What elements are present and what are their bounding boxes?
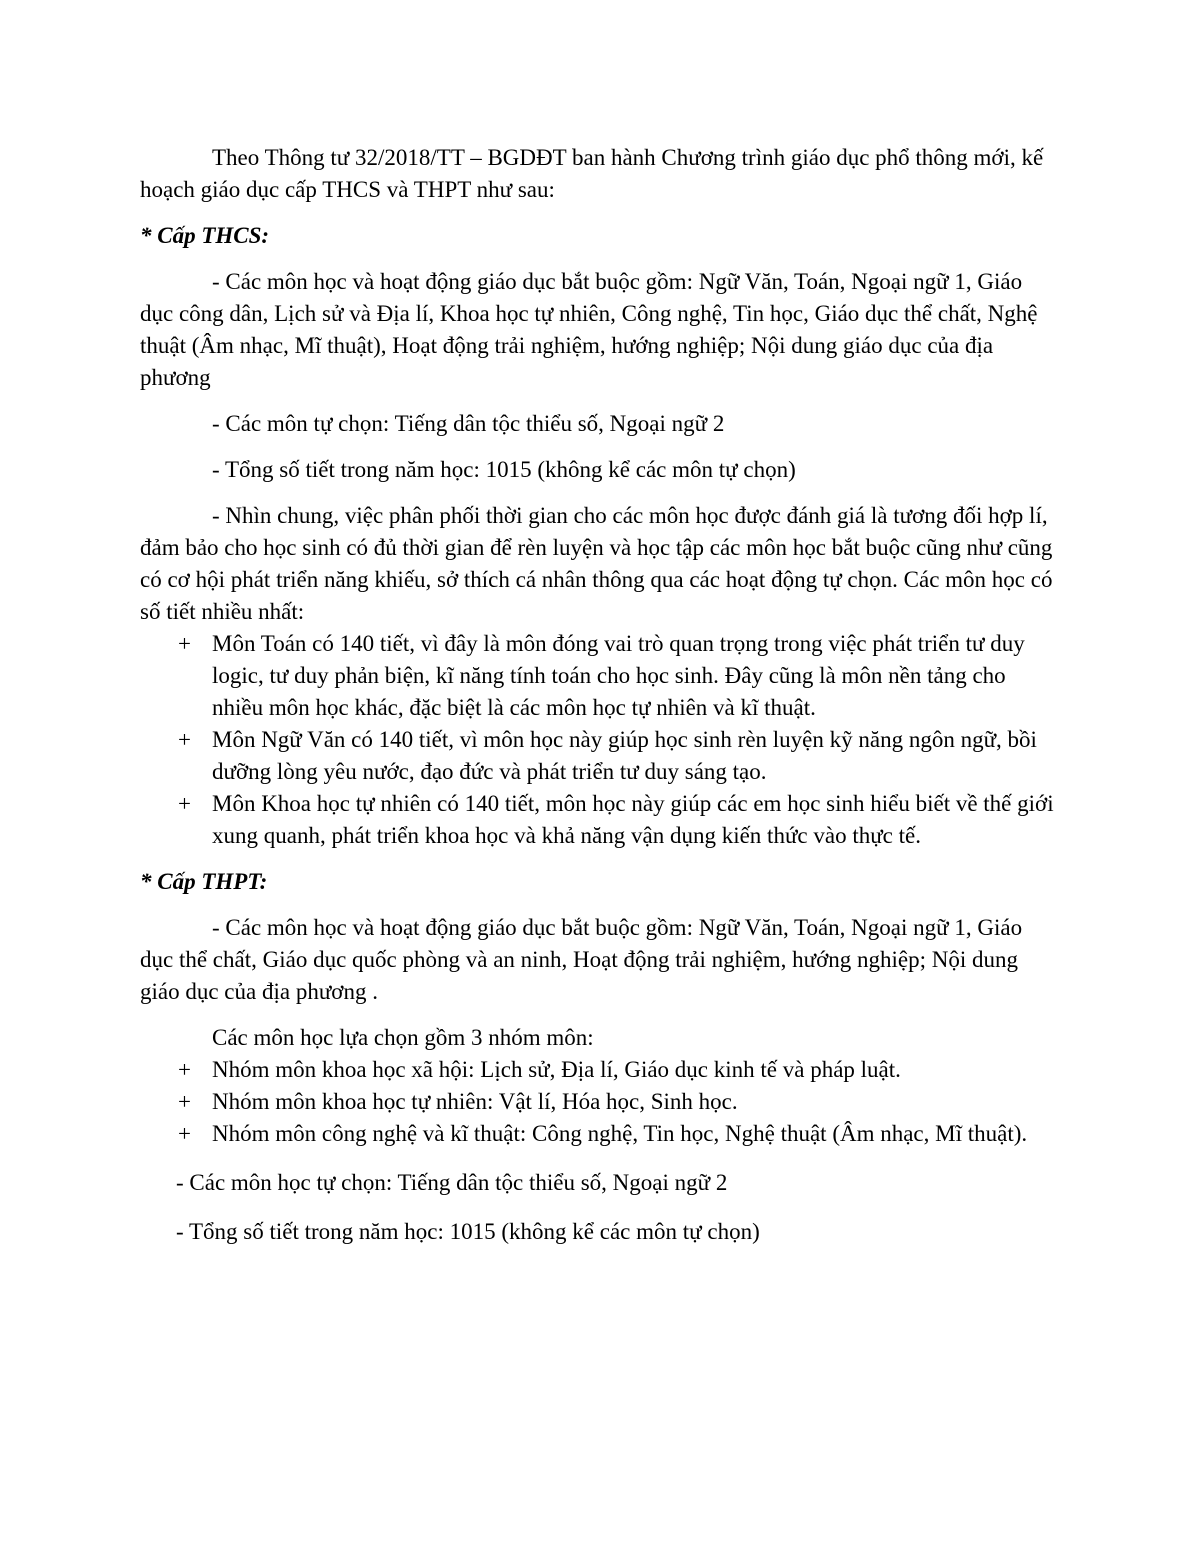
list-item [140,1054,1060,1086]
list-item-text: Nhóm môn khoa học tự nhiên: Vật lí, Hóa học, Sinh học. [212,1089,738,1114]
thpt-heading: * Cấp THPT: [140,869,268,894]
intro-paragraph: Theo Thông tư 32/2018/TT – BGDĐT ban hành Chương trình giáo dục phổ thông mới, kế hoạch giáo dục cấp THCS và THPT như sau: [140,145,1044,202]
list-item [140,1086,1060,1118]
thpt-group-list [140,1054,1060,1150]
plus-bullet-icon: + [178,631,191,656]
thcs-required-paragraph: - Các môn học và hoạt động giáo dục bắt buộc gồm: Ngữ Văn, Toán, Ngoại ngữ 1, Giáo dục công dân, Lịch sử và Địa lí, Khoa học tự nhiên, Công nghệ, Tin học, Giáo dục thể chất, Nghệ thuật (Âm nhạc, Mĩ thuật), Hoạt động trải nghiệm, hướng nghiệp; Nội dung giáo dục của địa phương [140,269,1038,390]
list-item-text: Môn Khoa học tự nhiên có 140 tiết, môn học này giúp các em học sinh hiểu biết về thế giới xung quanh, phát triển khoa học và khả năng vận dụng kiến thức vào thực tế. [212,791,1054,848]
list-item-text: Nhóm môn khoa học xã hội: Lịch sử, Địa lí, Giáo dục kinh tế và pháp luật. [212,1057,901,1082]
list-item [140,628,1060,724]
thpt-groups-intro: Các môn học lựa chọn gồm 3 nhóm môn: [212,1025,594,1050]
thcs-subject-list [140,628,1060,852]
thpt-required-paragraph: - Các môn học và hoạt động giáo dục bắt buộc gồm: Ngữ Văn, Toán, Ngoại ngữ 1, Giáo dục thể chất, Giáo dục quốc phòng và an ninh, Hoạt động trải nghiệm, hướng nghiệp; Nội dung giáo dục của địa phương . [140,915,1023,1004]
list-item [140,724,1060,788]
plus-bullet-icon: + [178,727,191,752]
document-page [140,142,1060,1248]
list-item-text: Nhóm môn công nghệ và kĩ thuật: Công nghệ, Tin học, Nghệ thuật (Âm nhạc, Mĩ thuật). [212,1121,1028,1146]
thcs-heading: * Cấp THCS: [140,223,270,248]
thcs-elective-paragraph: - Các môn tự chọn: Tiếng dân tộc thiểu số, Ngoại ngữ 2 [212,411,725,436]
plus-bullet-icon: + [178,1121,191,1146]
thpt-elective-paragraph: - Các môn học tự chọn: Tiếng dân tộc thiểu số, Ngoại ngữ 2 [176,1170,728,1195]
list-item [140,1118,1060,1150]
thpt-total-paragraph: - Tổng số tiết trong năm học: 1015 (không kể các môn tự chọn) [176,1219,760,1244]
plus-bullet-icon: + [178,1057,191,1082]
plus-bullet-icon: + [178,791,191,816]
list-item-text: Môn Ngữ Văn có 140 tiết, vì môn học này giúp học sinh rèn luyện kỹ năng ngôn ngữ, bồi dưỡng lòng yêu nước, đạo đức và phát triển tư duy sáng tạo. [212,727,1037,784]
plus-bullet-icon: + [178,1089,191,1114]
list-item-text: Môn Toán có 140 tiết, vì đây là môn đóng vai trò quan trọng trong việc phát triển tư duy logic, tư duy phản biện, kĩ năng tính toán cho học sinh. Đây cũng là môn nền tảng cho nhiều môn học khác, đặc biệt là các môn học tự nhiên và kĩ thuật. [212,631,1025,720]
list-item [140,788,1060,852]
thcs-total-paragraph: - Tổng số tiết trong năm học: 1015 (không kể các môn tự chọn) [212,457,796,482]
thcs-overview-paragraph: - Nhìn chung, việc phân phối thời gian cho các môn học được đánh giá là tương đối hợp lí, đảm bảo cho học sinh có đủ thời gian để rèn luyện và học tập các môn học bắt buộc cũng như cũng có cơ hội phát triển năng khiếu, sở thích cá nhân thông qua các hoạt động tự chọn. Các môn học có số tiết nhiều nhất: [140,503,1053,624]
